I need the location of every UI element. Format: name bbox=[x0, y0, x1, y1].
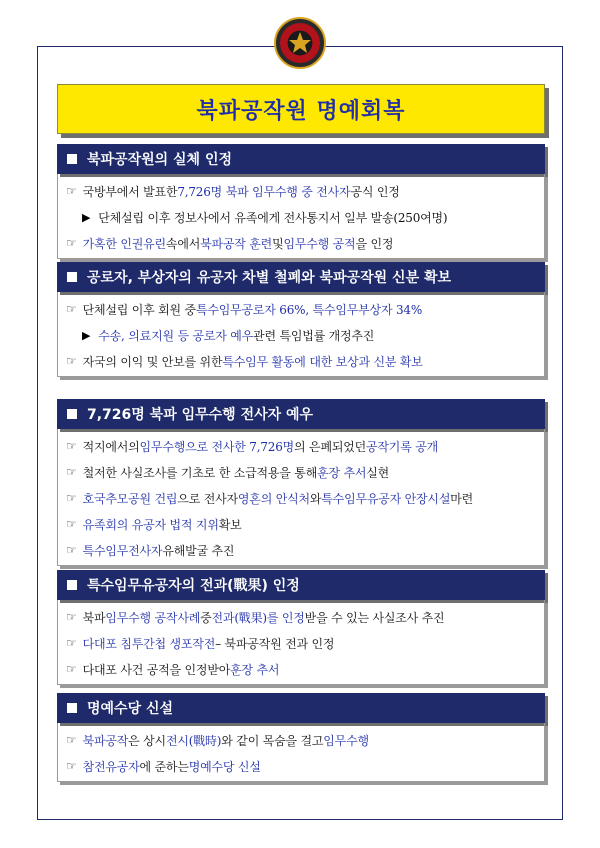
pointing-hand-icon: ☞ bbox=[66, 236, 77, 250]
highlighted-text: 북파공작 bbox=[82, 733, 129, 748]
square-bullet-icon bbox=[67, 272, 77, 282]
section-header bbox=[57, 693, 545, 723]
body-text: 와 bbox=[309, 491, 322, 506]
list-item bbox=[58, 296, 544, 322]
highlighted-text: 훈장 추서 bbox=[230, 662, 280, 677]
body-text: 의 은폐되었던 bbox=[294, 439, 367, 454]
body-text: 철저한 사실조사를 기초로 한 소급적용을 통해 bbox=[82, 465, 318, 480]
square-bullet-icon bbox=[67, 409, 77, 419]
highlighted-text: 공작기록 공개 bbox=[366, 439, 438, 454]
list-item bbox=[58, 348, 544, 374]
body-text: 은 상시 bbox=[128, 733, 166, 748]
body-text: 와 같이 목숨을 걸고 bbox=[221, 733, 324, 748]
body-text: 실현 bbox=[366, 465, 390, 480]
highlighted-text: 전시(戰時) bbox=[165, 733, 222, 748]
highlighted-text: 임무수행 bbox=[323, 733, 369, 748]
list-item bbox=[58, 630, 544, 656]
list-item bbox=[58, 322, 544, 348]
section-header bbox=[57, 399, 545, 429]
section-header-text: 특수임무유공자의 전과(戰果) 인정 bbox=[87, 578, 300, 594]
body-text: – 북파공작원 전과 인정 bbox=[215, 636, 335, 651]
list-item bbox=[58, 604, 544, 630]
list-item bbox=[58, 433, 544, 459]
section-header-text: 북파공작원의 실체 인정 bbox=[87, 152, 232, 168]
list-item bbox=[58, 178, 544, 204]
highlighted-text: 가혹한 인권유린 bbox=[82, 236, 166, 251]
section-honor-allowance bbox=[57, 693, 545, 782]
body-text: 에 준하는 bbox=[139, 759, 189, 774]
highlighted-text: 특수임무유공자 안장시설 bbox=[321, 491, 451, 506]
triangle-arrow-icon: ▶ bbox=[82, 210, 91, 224]
pointing-hand-icon: ☞ bbox=[66, 302, 77, 316]
highlighted-text: 수송, 의료지원 등 공로자 예우 bbox=[98, 328, 254, 343]
highlighted-text: 명예수당 신설 bbox=[188, 759, 261, 774]
triangle-arrow-icon: ▶ bbox=[82, 328, 91, 342]
highlighted-text: 특수임무전사자 bbox=[82, 543, 163, 558]
highlighted-text: 북파공작 훈련 bbox=[200, 236, 273, 251]
unit-emblem-icon bbox=[274, 17, 326, 69]
pointing-hand-icon: ☞ bbox=[66, 491, 77, 505]
document-title: 북파공작원 명예회복 bbox=[196, 98, 406, 124]
pointing-hand-icon: ☞ bbox=[66, 439, 77, 453]
highlighted-text: 임무수행 공작사례 bbox=[105, 610, 201, 625]
body-text: 마련 bbox=[450, 491, 474, 506]
section-body bbox=[57, 292, 545, 377]
body-text: 적지에서의 bbox=[82, 439, 140, 454]
section-status-securing bbox=[57, 262, 545, 377]
highlighted-text: 참전유공자 bbox=[82, 759, 140, 774]
section-header bbox=[57, 570, 545, 600]
pointing-hand-icon: ☞ bbox=[66, 662, 77, 676]
highlighted-text: 호국추모공원 건립 bbox=[82, 491, 178, 506]
section-body bbox=[57, 600, 545, 685]
highlighted-text: 7,726명 북파 임무수행 중 전사자 bbox=[177, 184, 351, 199]
body-text: 중 bbox=[200, 610, 212, 625]
body-text: 자국의 이익 및 안보를 위한 bbox=[82, 354, 223, 369]
body-text: 으로 전사자 bbox=[177, 491, 238, 506]
list-item bbox=[58, 459, 544, 485]
pointing-hand-icon: ☞ bbox=[66, 184, 77, 198]
section-war-record bbox=[57, 570, 545, 685]
list-item bbox=[58, 485, 544, 511]
body-text: 받을 수 있는 사실조사 추진 bbox=[304, 610, 445, 625]
square-bullet-icon bbox=[67, 154, 77, 164]
section-header-text: 명예수당 신설 bbox=[87, 701, 174, 717]
body-text: 북파 bbox=[82, 610, 106, 625]
section-header-text: 7,726명 북파 임무수행 전사자 예우 bbox=[87, 407, 314, 423]
section-fallen-honor bbox=[57, 399, 545, 566]
highlighted-text: 특수임무 활동에 대한 보상과 신분 확보 bbox=[222, 354, 423, 369]
square-bullet-icon bbox=[67, 703, 77, 713]
highlighted-text: 전과(戰果)를 인정 bbox=[211, 610, 305, 625]
section-header bbox=[57, 262, 545, 292]
list-item bbox=[58, 204, 544, 230]
body-text: 확보 bbox=[218, 517, 242, 532]
body-text: 유해발굴 추진 bbox=[162, 543, 235, 558]
pointing-hand-icon: ☞ bbox=[66, 517, 77, 531]
highlighted-text: 임무수행 공적 bbox=[283, 236, 356, 251]
body-text: 단체설립 이후 정보사에서 유족에게 전사통지서 일부 발송(250여명) bbox=[98, 210, 448, 225]
list-item bbox=[58, 511, 544, 537]
highlighted-text: 유족회의 유공자 법적 지위 bbox=[82, 517, 219, 532]
pointing-hand-icon: ☞ bbox=[66, 610, 77, 624]
body-text: 을 인정 bbox=[355, 236, 394, 251]
body-text: 다대포 사건 공적을 인정받아 bbox=[82, 662, 231, 677]
body-text: 및 bbox=[272, 236, 284, 251]
body-text: 단체설립 이후 회원 중 bbox=[82, 302, 196, 317]
body-text: 공식 인정 bbox=[350, 184, 400, 199]
document-title-box bbox=[57, 84, 545, 134]
body-text: 국방부에서 발표한 bbox=[82, 184, 178, 199]
list-item bbox=[58, 656, 544, 682]
section-header bbox=[57, 144, 545, 174]
list-item bbox=[58, 537, 544, 563]
pointing-hand-icon: ☞ bbox=[66, 636, 77, 650]
list-item bbox=[58, 230, 544, 256]
body-text: 속에서 bbox=[165, 236, 201, 251]
section-body bbox=[57, 429, 545, 566]
pointing-hand-icon: ☞ bbox=[66, 733, 77, 747]
section-header-text: 공로자, 부상자의 유공자 차별 철폐와 북파공작원 신분 확보 bbox=[87, 270, 452, 286]
section-body bbox=[57, 723, 545, 782]
square-bullet-icon bbox=[67, 580, 77, 590]
highlighted-text: 훈장 추서 bbox=[317, 465, 367, 480]
pointing-hand-icon: ☞ bbox=[66, 465, 77, 479]
section-body bbox=[57, 174, 545, 259]
highlighted-text: 임무수행으로 전사한 7,726명 bbox=[139, 439, 295, 454]
pointing-hand-icon: ☞ bbox=[66, 759, 77, 773]
highlighted-text: 특수임무공로자 66%, 특수임무부상자 34% bbox=[195, 302, 423, 317]
pointing-hand-icon: ☞ bbox=[66, 543, 77, 557]
section-recognition bbox=[57, 144, 545, 259]
pointing-hand-icon: ☞ bbox=[66, 354, 77, 368]
highlighted-text: 다대포 침투간첩 생포작전 bbox=[82, 636, 216, 651]
list-item bbox=[58, 753, 544, 779]
highlighted-text: 영혼의 안식처 bbox=[237, 491, 310, 506]
list-item bbox=[58, 727, 544, 753]
body-text: 관련 특임법률 개정추진 bbox=[253, 328, 375, 343]
